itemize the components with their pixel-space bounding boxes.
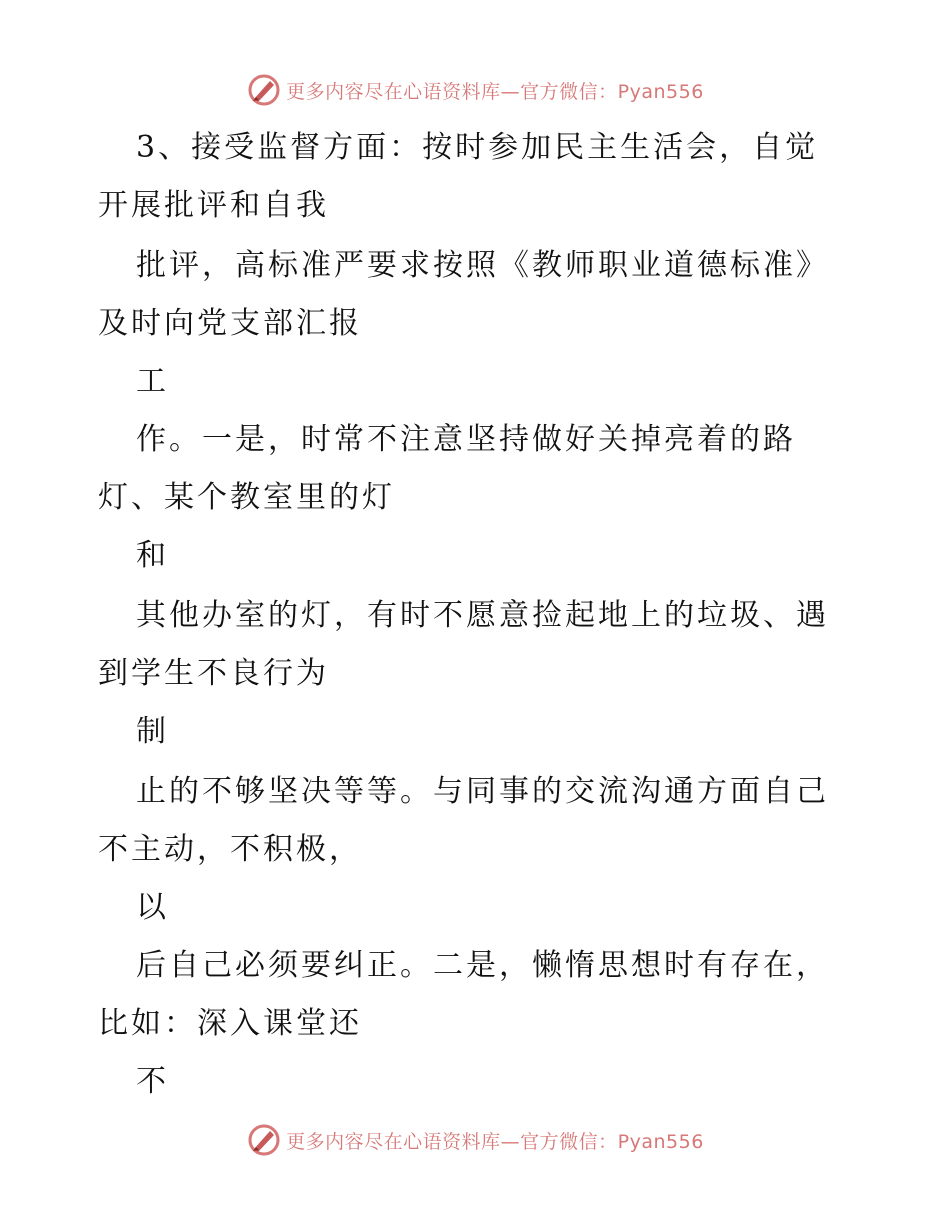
text-line: 以 (136, 890, 169, 925)
pen-logo-icon (246, 72, 282, 108)
text-line: 批评，高标准严要求按照《教师职业道德标准》 (136, 248, 829, 283)
header-watermark-text: 更多内容尽在心语资料库—官方微信：Pyan556 (286, 80, 704, 103)
header-watermark (0, 70, 950, 110)
text-line: 及时向党支部汇报 (98, 306, 362, 341)
text-line: 后自己必须要纠正。二是，懒惰思想时有存在， (136, 948, 829, 983)
text-line: 3、接受监督方面：按时参加民主生活会，自觉 (136, 130, 819, 165)
text-line: 止的不够坚决等等。与同事的交流沟通方面自己 (136, 774, 829, 809)
text-line: 比如：深入课堂还 (98, 1006, 362, 1041)
text-line: 工 (136, 364, 169, 399)
text-line: 不 (136, 1064, 169, 1099)
text-line: 制 (136, 714, 169, 749)
text-line: 灯、某个教室里的灯 (98, 480, 395, 515)
text-line: 到学生不良行为 (98, 656, 329, 691)
text-line: 和 (136, 538, 169, 573)
text-line: 作。一是，时常不注意坚持做好关掉亮着的路 (136, 422, 796, 457)
footer-watermark (0, 1120, 950, 1160)
text-line: 其他办室的灯，有时不愿意捡起地上的垃圾、遇 (136, 598, 829, 633)
footer-watermark-text: 更多内容尽在心语资料库—官方微信：Pyan556 (286, 1130, 704, 1153)
text-line: 开展批评和自我 (98, 188, 329, 223)
pen-logo-icon (246, 1122, 282, 1158)
text-line: 不主动，不积极， (98, 832, 362, 867)
